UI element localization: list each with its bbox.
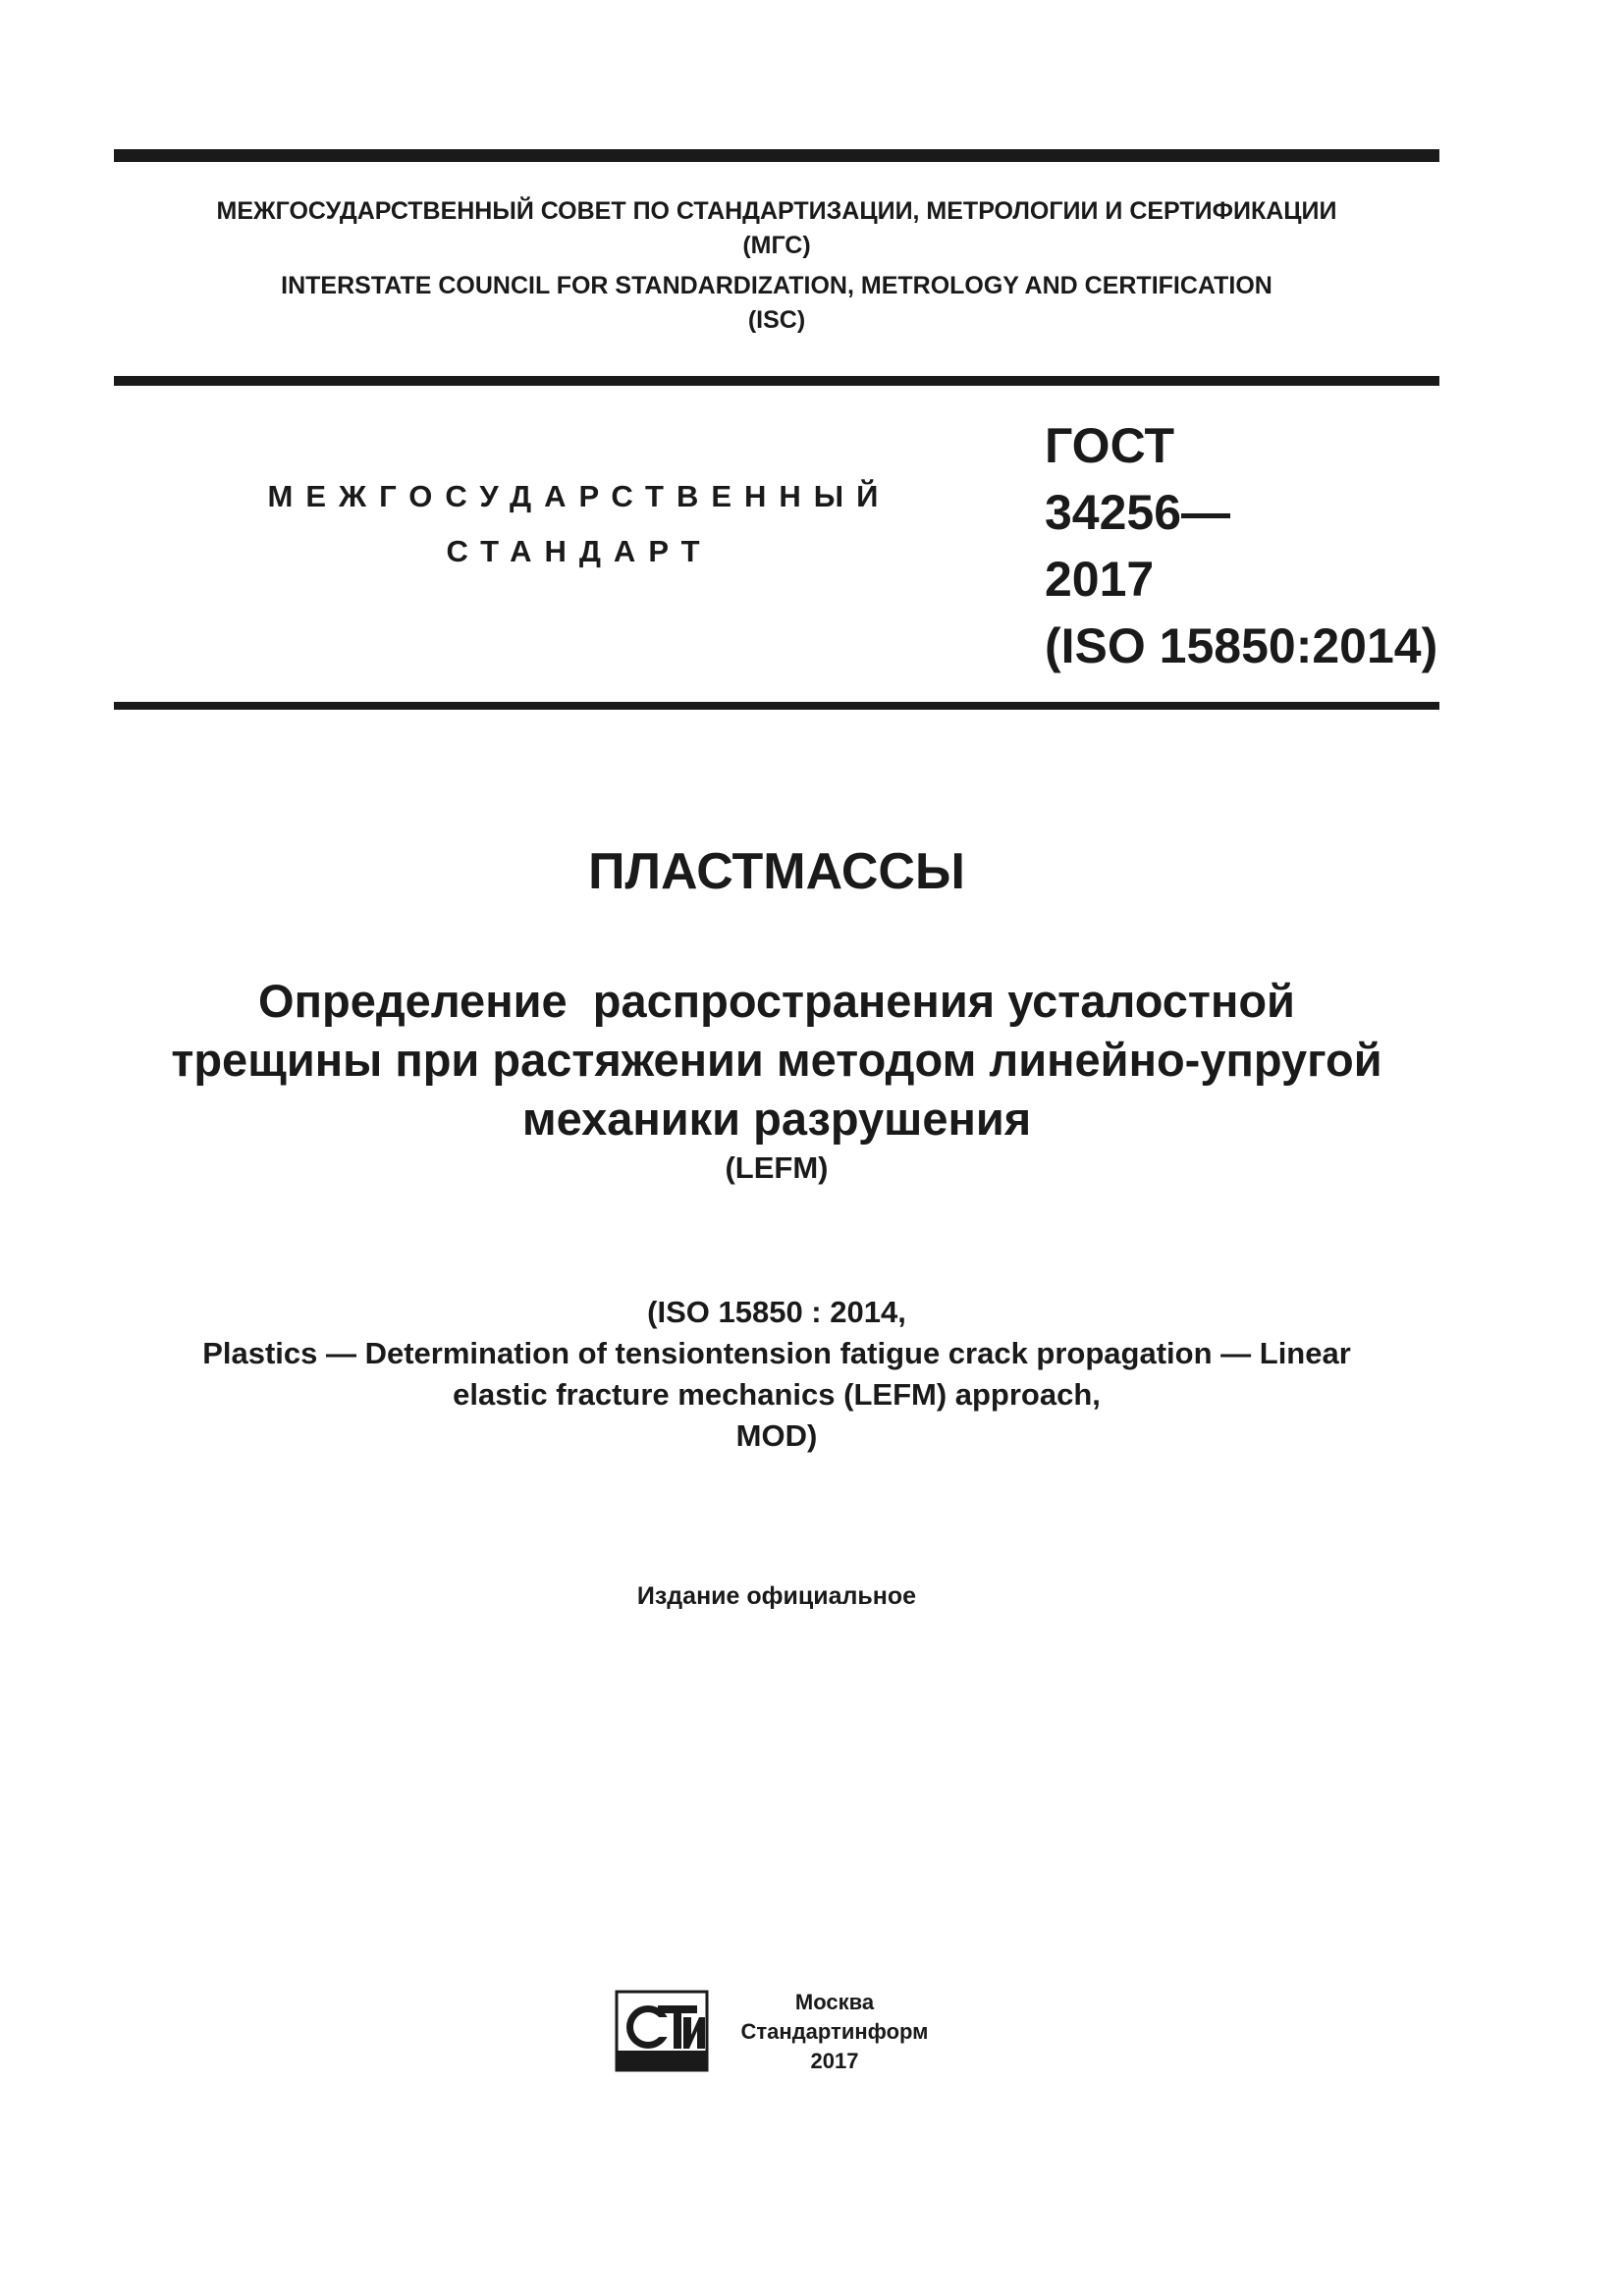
source-line2: Plastics — Determination of tensiontension fatigue crack propagation — Linear [202,1336,1351,1370]
designation-iso-ref: (ISO 15850:2014) [1045,618,1438,673]
standard-kind-line2: СТАНДАРТ [446,534,713,568]
council-en-abbr: (ISC) [747,306,806,334]
publisher-name: Стандартинформ [740,2019,929,2044]
edition-note: Издание официальное [636,1582,917,1610]
source-line1: (ISO 15850 : 2014, [647,1295,906,1329]
subtitle-abbr: (LEFM) [725,1150,829,1185]
subtitle-line1: Определение распространения усталостной [258,975,1295,1027]
lower-rule [114,702,1439,710]
standard-kind [245,469,913,579]
subtitle-line2: трещины при растяжении методом линейно-упругой [171,1034,1382,1086]
designation-year: 2017 [1045,552,1155,607]
source-line4: MOD) [735,1418,818,1453]
publisher-block [615,1988,948,2096]
subtitle-line3: механики разрушения [521,1093,1032,1145]
source-reference [114,1292,1439,1457]
top-rule [114,149,1439,162]
designation-prefix: ГОСТ [1045,418,1174,473]
council-ru-name: МЕЖГОСУДАРСТВЕННЫЙ СОВЕТ ПО СТАНДАРТИЗАЦИИ, МЕТРОЛОГИИ И СЕРТИФИКАЦИИ [216,197,1337,225]
document-title: ПЛАСТМАССЫ [588,843,965,900]
council-header [114,194,1439,338]
middle-rule [114,376,1439,386]
designation-number: 34256— [1045,485,1231,540]
council-ru-abbr: (МГС) [742,232,811,259]
standartinform-logo-icon [615,1990,709,2072]
document-subtitle [114,972,1439,1188]
standard-kind-line1: МЕЖГОСУДАРСТВЕННЫЙ [267,479,892,513]
standard-designation [1045,412,1437,679]
publisher-text [727,1988,943,2076]
publisher-year: 2017 [810,2049,859,2073]
source-line3: elastic fracture mechanics (LEFM) approach, [453,1377,1101,1412]
council-en-name: INTERSTATE COUNCIL FOR STANDARDIZATION, METROLOGY AND CERTIFICATION [281,272,1272,299]
publisher-city: Москва [794,1990,875,2014]
